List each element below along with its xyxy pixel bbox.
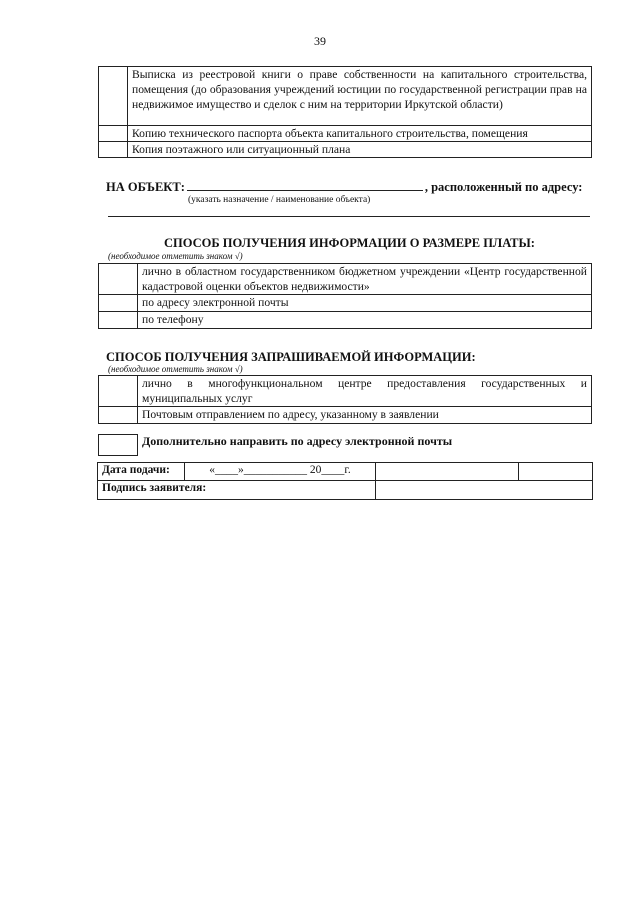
object-label: НА ОБЪЕКТ: bbox=[106, 180, 185, 194]
object-suffix: , расположенный по адресу: bbox=[424, 180, 583, 194]
date-field[interactable]: «____»___________ 20____г. bbox=[185, 463, 376, 481]
object-hint: (указать назначение / наименование объекта) bbox=[188, 195, 371, 205]
documents-table bbox=[98, 66, 592, 158]
date-label: Дата подачи: bbox=[98, 463, 185, 481]
payment-option-checkbox[interactable] bbox=[99, 312, 138, 329]
submission-table bbox=[97, 462, 593, 500]
requested-options-table bbox=[98, 375, 592, 424]
table-row bbox=[99, 264, 592, 295]
extra-email-checkbox[interactable] bbox=[98, 434, 138, 456]
payment-section-hint: (необходимое отметить знаком √) bbox=[108, 251, 243, 261]
document-text: Выписка из реестровой книги о праве собственности на капитального строительства, помещения (до образования учреждений юстиции по государственной регистрации прав на недвижимое имущество и сделок с ним на территории Иркутской области) bbox=[128, 67, 592, 126]
requested-section-title: СПОСОБ ПОЛУЧЕНИЯ ЗАПРАШИВАЕМОЙ ИНФОРМАЦИИ: bbox=[106, 350, 476, 364]
object-line bbox=[106, 178, 596, 195]
extra-email-label: Дополнительно направить по адресу электронной почты bbox=[142, 434, 453, 448]
requested-option-checkbox[interactable] bbox=[99, 407, 138, 424]
requested-section-hint: (необходимое отметить знаком √) bbox=[108, 364, 243, 374]
table-row bbox=[99, 407, 592, 424]
table-row bbox=[99, 312, 592, 329]
document-text: Копия поэтажного или ситуационный плана bbox=[128, 142, 592, 158]
table-row bbox=[99, 376, 592, 407]
date-extra-cell bbox=[519, 463, 593, 481]
requested-option-checkbox[interactable] bbox=[99, 376, 138, 407]
payment-option-checkbox[interactable] bbox=[99, 295, 138, 312]
payment-option-text: по телефону bbox=[138, 312, 592, 329]
document-checkbox-cell[interactable] bbox=[99, 67, 128, 126]
requested-option-text: Почтовым отправлением по адресу, указанному в заявлении bbox=[138, 407, 592, 424]
payment-section-title: СПОСОБ ПОЛУЧЕНИЯ ИНФОРМАЦИИ О РАЗМЕРЕ ПЛАТЫ: bbox=[164, 236, 535, 250]
date-extra-cell bbox=[376, 463, 519, 481]
document-checkbox-cell[interactable] bbox=[99, 142, 128, 158]
document-text: Копию технического паспорта объекта капитального строительства, помещения bbox=[128, 126, 592, 142]
address-field[interactable] bbox=[108, 216, 590, 217]
payment-option-text: по адресу электронной почты bbox=[138, 295, 592, 312]
document-checkbox-cell[interactable] bbox=[99, 126, 128, 142]
table-row bbox=[98, 481, 593, 500]
payment-options-table bbox=[98, 263, 592, 329]
table-row bbox=[99, 142, 592, 158]
table-row bbox=[99, 67, 592, 126]
payment-option-text: лично в областном государственником бюджетном учреждении «Центр государственной кадастровой оценки объектов недвижимости» bbox=[138, 264, 592, 295]
object-field[interactable] bbox=[187, 178, 423, 191]
signature-field[interactable] bbox=[376, 481, 593, 500]
payment-option-checkbox[interactable] bbox=[99, 264, 138, 295]
table-row bbox=[98, 463, 593, 481]
table-row bbox=[99, 126, 592, 142]
page-number: 39 bbox=[314, 34, 326, 48]
signature-label: Подпись заявителя: bbox=[98, 481, 376, 500]
requested-option-text: лично в многофункциональном центре предоставления государственных и муниципальных услуг bbox=[138, 376, 592, 407]
table-row bbox=[99, 295, 592, 312]
